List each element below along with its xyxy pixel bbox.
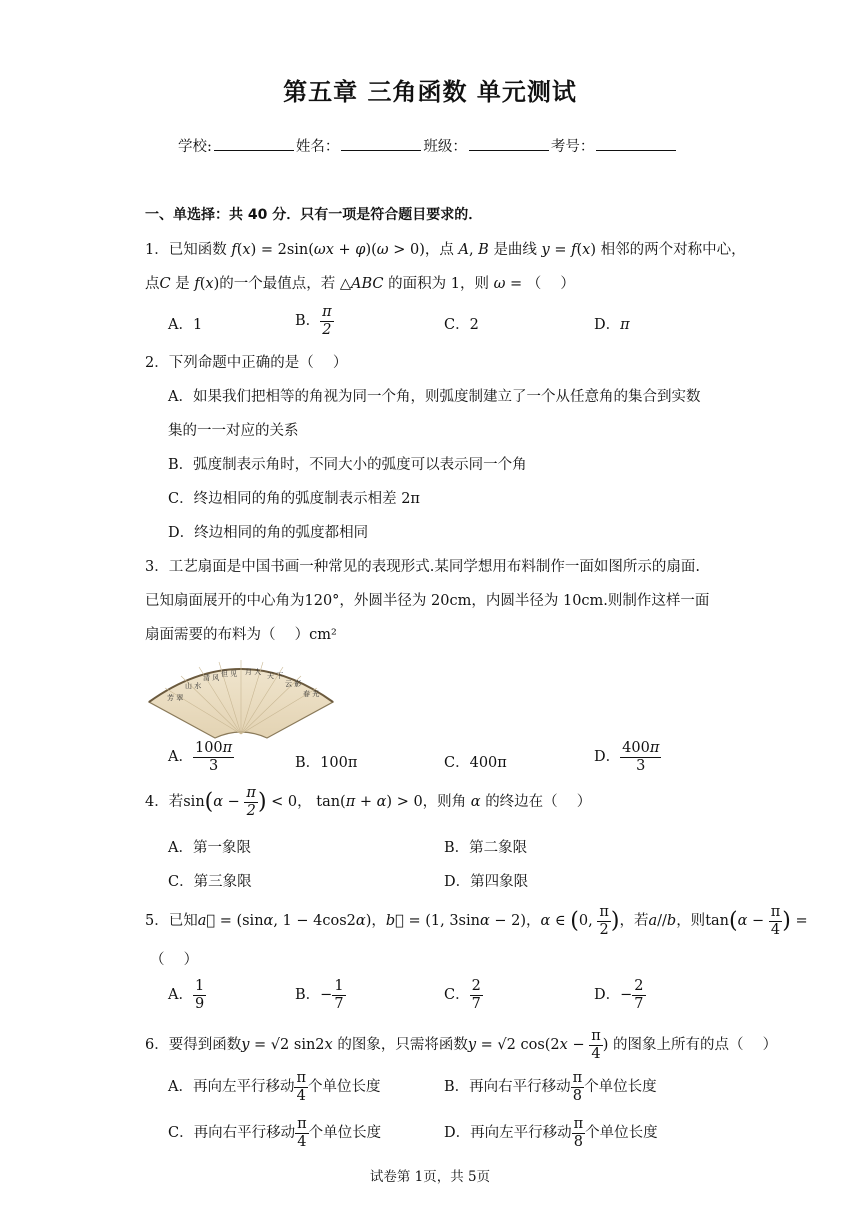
svg-text:山 水: 山 水: [185, 682, 202, 690]
q1-option-d-label: D．: [594, 317, 621, 333]
q5-paren: （ ）: [150, 952, 199, 968]
q2-stem: 2．下列命题中正确的是（ ）: [145, 355, 348, 371]
q5-text: ，若: [619, 913, 649, 930]
q6-option-b: [444, 1070, 657, 1104]
q6-unit: 个单位长度: [308, 1079, 381, 1096]
fraction-2-7: $\frac{2}{7}$: [471, 978, 481, 1012]
page-footer: 试卷第 1页，共 5页: [369, 1169, 491, 1185]
q4-text: 的终边在（ ）: [485, 794, 592, 811]
q1-text: 1．已知函数: [145, 242, 227, 258]
q1-option-a: A．1: [168, 317, 203, 333]
q2-option-d: D．终边相同的角的弧度都相同: [168, 525, 369, 541]
name-blank: [341, 136, 421, 151]
q1-text: （ ）: [526, 276, 575, 292]
pi-over-8: $\frac{\pi}{8}$: [572, 1070, 583, 1104]
q6-unit: 个单位长度: [584, 1079, 657, 1096]
school-label: 学校:: [178, 139, 212, 155]
q5-text: 5．已知: [145, 913, 198, 930]
q1-text: 是曲线: [493, 242, 537, 258]
q4-option-b: B．第二象限: [444, 840, 528, 856]
pi-over-2: $\frac{\pi}{2}$: [246, 785, 256, 819]
folding-fan-image: [145, 650, 337, 742]
q5-option-a-label: A．: [168, 987, 193, 1004]
q3-line1: 3．工艺扇面是中国书画一种常见的表现形式.某同学想用布料制作一面如图所示的扇面.: [145, 559, 700, 575]
q1-line2: 点C 是 f(x)的一个最值点，若 △ABC 的面积为 1，则 ω = （ ）: [145, 276, 575, 292]
q2-option-a-line2: 集的一一对应的关系: [168, 423, 299, 439]
q1-option-b-label: B．: [295, 313, 321, 330]
q5-text: ，则: [676, 913, 706, 930]
q6-stem: 6．要得到函数y = √2 sin2x 的图象，只需将函数y = √2 cos(2x − $\frac{\pi}{4}$ ) 的图象上所有的点（ ）: [145, 1028, 778, 1062]
q5-stem: 5．已知a⃗ = (sinα, 1 − 4cos2α)，b⃗ = (1, 3sinα − 2)，α ∈ (0, $\frac{\pi}{2}$ )，若a//b，则tan(α − $\frac{\pi}{4}$ ) =: [145, 904, 808, 938]
class-label: 班级：: [423, 139, 467, 155]
q5-option-a: [168, 978, 206, 1012]
q6-option-c-label: C．再向右平行移动: [168, 1125, 296, 1142]
exam-no-blank: [596, 136, 676, 151]
q3-line2: 已知扇面展开的中心角为120°，外圆半径为 20cm，内圆半径为 10cm.则制作这样一面: [145, 593, 710, 609]
q6-option-d-label: D．再向左平行移动: [444, 1125, 572, 1142]
q6-option-a: [168, 1070, 381, 1104]
q1-text: 是: [175, 276, 190, 292]
q3-option-a: [168, 740, 234, 774]
fraction-400pi-over-3: $\frac{400\pi}{3}$: [622, 740, 660, 774]
fraction-1-9: $\frac{1}{9}$: [194, 978, 205, 1012]
school-blank: [214, 136, 294, 151]
q4-stem: 4．若sin(α − $\frac{\pi}{2}$ ) < 0， tan(π + α) > 0，则角 α 的终边在（ ）: [145, 785, 592, 819]
q2-option-b: B．弧度制表示角时，不同大小的弧度可以表示同一个角: [168, 457, 527, 473]
q6-option-a-label: A．再向左平行移动: [168, 1079, 295, 1096]
svg-text:但 见: 但 见: [221, 670, 238, 678]
q5-option-c: [444, 978, 483, 1012]
q5-option-d-label: D．: [594, 987, 621, 1004]
q1-text: ，点: [424, 242, 454, 258]
q3-option-d: [594, 740, 661, 774]
q4-option-c: C．第三象限: [168, 874, 252, 890]
svg-text:月 人: 月 人: [245, 668, 262, 676]
svg-text:春 光: 春 光: [303, 690, 320, 698]
name-label: 姓名：: [295, 139, 340, 155]
q6-unit: 个单位长度: [585, 1125, 658, 1142]
fraction-100pi-over-3: $\frac{100\pi}{3}$: [194, 740, 233, 774]
student-info: [178, 135, 678, 156]
q1-option-c: C．2: [444, 317, 479, 333]
q6-text: 的图象，只需将函数: [337, 1037, 468, 1054]
q6-text: 的图象上所有的点（ ）: [613, 1037, 778, 1054]
q4-text: 4．若: [145, 794, 184, 811]
q3-option-b: B．100π: [295, 755, 358, 771]
q1-line1: 1．已知函数 f(x) = 2sin(ωx + φ)(ω > 0)，点 A, B 是曲线 y = f(x) 相邻的两个对称中心，: [145, 242, 746, 258]
pi-over-2: $\frac{\pi}{2}$: [599, 904, 609, 938]
pi-over-4: $\frac{\pi}{4}$: [297, 1116, 307, 1150]
q5-option-b: B．− $\frac{1}{7}$: [295, 978, 344, 1012]
q1-text: 的一个最值点，若: [219, 276, 336, 292]
q4-option-d: D．第四象限: [444, 874, 529, 890]
q6-text: 6．要得到函数: [145, 1037, 242, 1054]
q4-text: ，: [297, 794, 312, 811]
q3-line3: 扇面需要的布料为（ ）cm²: [145, 627, 337, 643]
q1-text: 相邻的两个对称中心，: [600, 242, 746, 258]
q6-option-b-label: B．再向右平行移动: [444, 1079, 571, 1096]
q6-option-c: [168, 1116, 381, 1150]
q1-text: 的面积为 1，则: [388, 276, 489, 292]
q1-option-b: [295, 304, 334, 338]
svg-text:云 影: 云 影: [285, 680, 302, 688]
svg-text:天 下: 天 下: [267, 672, 284, 680]
section-heading: 一、单选择：共 40 分．只有一项是符合题目要求的．: [145, 207, 483, 223]
q3-option-c: C．400π: [444, 755, 507, 771]
q5-option-c-label: C．: [444, 987, 470, 1004]
q5-text: ，: [526, 913, 541, 930]
pi-over-4: $\frac{\pi}{4}$: [770, 904, 781, 938]
q3-option-d-label: D．: [594, 749, 621, 766]
q1-option-d: D．π: [594, 317, 630, 333]
fraction-1-7: $\frac{1}{7}$: [334, 978, 344, 1012]
pi-over-4: $\frac{\pi}{4}$: [296, 1070, 307, 1104]
pi-over-2: $\frac{\pi}{2}$: [322, 304, 332, 338]
q5-option-b-label: B．: [295, 987, 321, 1004]
svg-text:芳 翠: 芳 翠: [167, 694, 184, 702]
pi-over-4: $\frac{\pi}{4}$: [591, 1028, 601, 1062]
page-title: 第五章 三角函数 单元测试: [283, 78, 577, 106]
q5-option-d: D．− $\frac{2}{7}$: [594, 978, 644, 1012]
q4-text: ，则角: [422, 794, 467, 811]
q3-option-a-label: A．: [168, 749, 193, 766]
class-blank: [469, 136, 549, 151]
q4-option-a: A．第一象限: [168, 840, 251, 856]
fraction-2-7: $\frac{2}{7}$: [634, 978, 644, 1012]
q1-text: 点: [145, 276, 160, 292]
pi-over-8: $\frac{\pi}{8}$: [573, 1116, 584, 1150]
q6-unit: 个单位长度: [308, 1125, 382, 1142]
q5-text: ，: [371, 913, 386, 930]
q6-option-d: [444, 1116, 658, 1150]
q2-option-a-line1: A．如果我们把相等的角视为同一个角，则弧度制建立了一个从任意角的集合到实数: [168, 389, 701, 405]
exam-no-label: 考号：: [550, 139, 595, 155]
q2-option-c: C．终边相同的角的弧度制表示相差 2π: [168, 491, 420, 507]
svg-text:清 风: 清 风: [203, 674, 220, 682]
